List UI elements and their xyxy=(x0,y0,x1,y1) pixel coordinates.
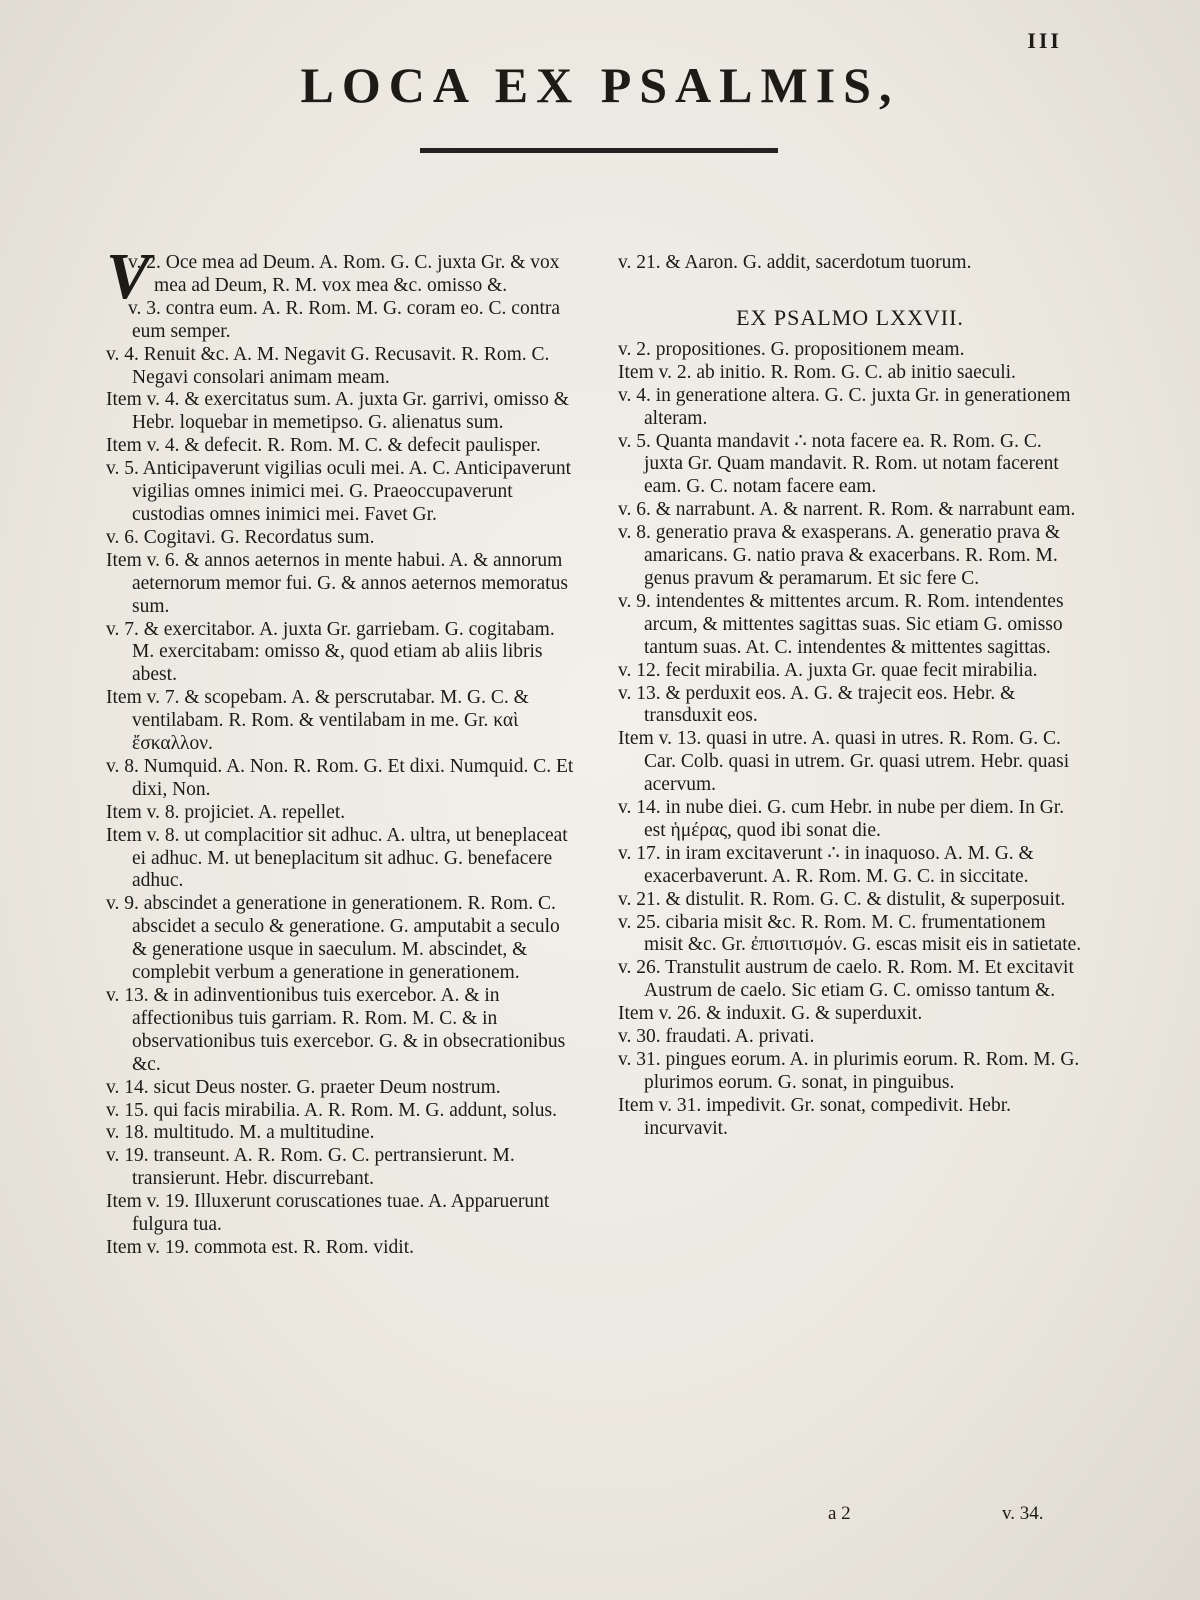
entry: Item v. 4. & exercitatus sum. A. juxta Gr. garrivi, omisso & Hebr. loquebar in memetipso. G. alienatus sum. xyxy=(106,389,569,434)
entry: v. 30. fraudati. A. privati. xyxy=(618,1026,815,1048)
right-entries-after xyxy=(618,339,1082,1141)
entry: v. 19. transeunt. A. R. Rom. G. C. pertransierunt. M. transierunt. Hebr. discurrebant. xyxy=(106,1145,515,1190)
entry: v. 26. Transtulit austrum de caelo. R. Rom. M. Et excitavit Austrum de caelo. Sic etiam G. C. omisso tantum &. xyxy=(618,957,1074,1002)
entry: v. 25. cibaria misit &c. R. Rom. M. C. frumentationem misit &c. Gr. ἐπισιτισμόν. G. escas misit eis in satietate. xyxy=(618,911,1082,956)
page-number: III xyxy=(1027,28,1062,53)
entry: Item v. 2. ab initio. R. Rom. G. C. ab initio saeculi. xyxy=(618,361,1016,383)
page-title: LOCA EX PSALMIS, xyxy=(300,57,900,113)
entry: v. 6. & narrabunt. A. & narrent. R. Rom. & narrabunt eam. xyxy=(618,499,1076,521)
entry: v. 13. & in adinventionibus tuis exercebor. A. & in affectionibus tuis garriam. R. Rom. M. C. & in observationibus tuis exercebor. G. & in obsecrationibus &c. xyxy=(106,985,566,1075)
entry: Item v. 26. & induxit. G. & superduxit. xyxy=(618,1003,923,1025)
entry: v. 15. qui facis mirabilia. A. R. Rom. M. G. addunt, solus. xyxy=(106,1099,558,1121)
entry: Item v. 4. & defecit. R. Rom. M. C. & defecit paulisper. xyxy=(106,435,541,457)
section-heading: EX PSALMO LXXVII. xyxy=(736,304,964,330)
entry: v. 21. & distulit. R. Rom. G. C. & distulit, & superposuit. xyxy=(618,888,1066,910)
entry: v. 4. in generatione altera. G. C. juxta Gr. in generationem alteram. xyxy=(618,384,1071,429)
entry: Item v. 19. Illuxerunt coruscationes tuae. A. Apparuerunt fulgura tua. xyxy=(106,1191,550,1236)
entry: Item v. 6. & annos aeternos in mente habui. A. & annorum aeternorum memor fui. G. & annos aeternos memoratus sum. xyxy=(106,549,568,617)
entry: v. 9. abscindet a generatione in generationem. R. Rom. C. abscidet a seculo & generatione. G. amputabit a seculo & generatione usque in saeculum. M. abscindet, & complebit verbum a generatione in generationem. xyxy=(106,893,560,984)
catchword: v. 34. xyxy=(1002,1503,1044,1524)
entry: v. 9. intendentes & mittentes arcum. R. Rom. intendentes arcum, & mittentes sagittas suas. Sic etiam G. omisso tantum suas. At. C. intendentes & mittentes sagittas. xyxy=(618,590,1064,658)
entry: v. 4. Renuit &c. A. M. Negavit G. Recusavit. R. Rom. C. Negavi consolari animam meam. xyxy=(106,343,550,388)
entry: Item v. 31. impedivit. Gr. sonat, compedivit. Hebr. incurvavit. xyxy=(618,1094,1012,1139)
entry: Item v. 8. ut complacitior sit adhuc. A. ultra, ut beneplaceat ei adhuc. M. ut beneplacitum sit adhuc. G. benefacere adhuc. xyxy=(106,824,568,892)
entry: v. 7. & exercitabor. A. juxta Gr. garriebam. G. cogitabam. M. exercitabam: omisso &, quod etiam ab aliis libris abest. xyxy=(106,618,555,686)
drop-cap: V xyxy=(106,240,151,313)
entry: v. 8. generatio prava & exasperans. A. generatio prava & amaricans. G. natio prava & exacerbans. R. Rom. M. genus pravum & peramarum. Et sic fere C. xyxy=(618,522,1061,589)
entry: v. 5. Quanta mandavit ∴ nota facere ea. R. Rom. G. C. juxta Gr. Quam mandavit. R. Rom. ut notam facerent eam. G. C. notam facere eam. xyxy=(618,430,1059,498)
entry: v. 13. & perduxit eos. A. G. & trajecit eos. Hebr. & transduxit eos. xyxy=(618,682,1016,727)
entry: v. 8. Numquid. A. Non. R. Rom. G. Et dixi. Numquid. C. Et dixi, Non. xyxy=(106,755,574,800)
entry: v. 14. in nube diei. G. cum Hebr. in nube per diem. In Gr. est ἡμέρας, quod ibi sonat die. xyxy=(618,797,1065,841)
entry: Item v. 19. commota est. R. Rom. vidit. xyxy=(106,1236,415,1258)
entry: v. 2. Oce mea ad Deum. A. Rom. G. C. juxta Gr. & vox mea ad Deum, R. M. vox mea &c. omisso &. xyxy=(128,252,560,296)
left-column xyxy=(106,240,574,1260)
entry: Item v. 8. projiciet. A. repellet. xyxy=(106,801,346,823)
entry: v. 21. & Aaron. G. addit, sacerdotum tuorum. xyxy=(618,252,972,273)
entry: v. 5. Anticipaverunt vigilias oculi mei. A. C. Anticipaverunt vigilias omnes inimici mei. G. Praeoccupaverunt custodias omnes inimici mei. Favet Gr. xyxy=(106,458,572,525)
entry: v. 14. sicut Deus noster. G. praeter Deum nostrum. xyxy=(106,1076,501,1098)
entry: v. 2. propositiones. G. propositionem meam. xyxy=(618,338,965,360)
right-entries-before xyxy=(618,252,1082,275)
right-column xyxy=(618,252,1082,1141)
entry: v. 17. in iram excitaverunt ∴ in inaquoso. A. M. G. & exacerbaverunt. A. R. Rom. M. G. C. in siccitate. xyxy=(618,842,1034,887)
entry: v. 31. pingues eorum. A. in plurimis eorum. R. Rom. M. G. plurimos eorum. G. sonat, in pinguibus. xyxy=(618,1049,1080,1093)
entry: v. 6. Cogitavi. G. Recordatus sum. xyxy=(106,526,375,548)
entry: v. 12. fecit mirabilia. A. juxta Gr. quae fecit mirabilia. xyxy=(618,659,1038,681)
entry: Item v. 13. quasi in utre. A. quasi in utres. R. Rom. G. C. Car. Colb. quasi in utrem. Gr. quasi utrem. Hebr. quasi acervum. xyxy=(618,728,1070,796)
left-entries xyxy=(106,240,574,1260)
title-rule xyxy=(420,148,778,153)
entry: v. 3. contra eum. A. R. Rom. M. G. coram eo. C. contra eum semper. xyxy=(128,297,561,342)
entry: Item v. 7. & scopebam. A. & perscrutabar. M. G. C. & ventilabam. R. Rom. & ventilabam in me. Gr. καὶ ἔσκαλλον. xyxy=(106,687,529,755)
signature-mark: a 2 xyxy=(828,1503,851,1524)
entry: v. 18. multitudo. M. a multitudine. xyxy=(106,1122,375,1144)
